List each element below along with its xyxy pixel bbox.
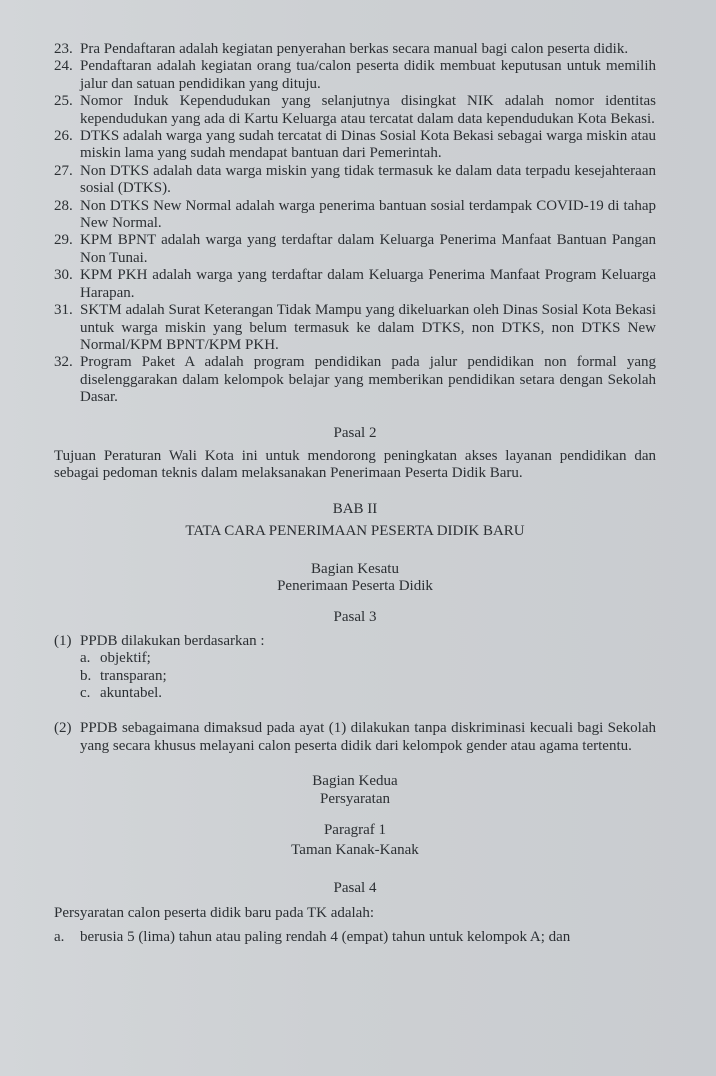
item-text: berusia 5 (lima) tahun atau paling rendah 4 (empat) tahun untuk kelompok A; dan [80, 928, 571, 945]
spacer [54, 755, 656, 773]
definition-item-29 [54, 232, 656, 267]
definition-number: 31. [54, 302, 73, 319]
paragraf-1-title: Taman Kanak-Kanak [291, 842, 419, 859]
definition-number: 23. [54, 41, 73, 57]
document-content [54, 41, 656, 946]
paragraf-1-heading: Paragraf 1 [323, 822, 387, 839]
bab-2-heading: BAB II [332, 500, 378, 517]
spacer [54, 860, 656, 880]
definition-item-32 [54, 354, 656, 406]
ayat-text: PPDB sebagaimana dimaksud pada ayat (1) dilakukan tanpa diskriminasi kecuali bagi Sekolah yang secara khusus melayani calon peserta didik dari kelompok gender atau agama tertentu. [80, 720, 656, 754]
definition-text: SKTM adalah Surat Keterangan Tidak Mampu yang dikeluarkan oleh Dinas Sosial Kota Bekasi untuk warga miskin yang belum termasuk ke dalam DTKS, non DTKS, non DTKS New Normal/KPM BPNT/KPM PKH. [80, 302, 656, 353]
spacer [54, 595, 656, 609]
definition-text: Nomor Induk Kependudukan yang selanjutnya disingkat NIK adalah nomor identitas kependudukan yang ada di Kartu Keluarga atau tercatat dalam data kependudukan Kota Bekasi. [80, 93, 656, 127]
spacer [54, 897, 656, 905]
ayat-text: PPDB dilakukan berdasarkan : [80, 632, 265, 649]
bagian-kesatu-heading: Bagian Kesatu [311, 560, 399, 577]
definition-list [54, 41, 656, 407]
pasal-3-ayat-2 [54, 720, 656, 755]
item-letter: a. [80, 650, 91, 667]
item-letter: a. [54, 928, 65, 945]
item-letter: b. [80, 667, 92, 684]
spacer [54, 702, 656, 720]
spacer [54, 407, 656, 425]
definition-item-26 [54, 128, 656, 163]
bagian-kedua-title: Persyaratan [320, 790, 390, 807]
pasal-3-heading: Pasal 3 [333, 609, 377, 626]
pasal-4-heading: Pasal 4 [333, 879, 377, 896]
pasal-2-text: Tujuan Peraturan Wali Kota ini untuk mendorong peningkatan akses layanan pendidikan dan sebagai pedoman teknis dalam melaksanakan Penerimaan Peserta Didik Baru. [54, 447, 656, 482]
ayat-number: (1) [54, 632, 72, 649]
definition-item-31 [54, 302, 656, 354]
definition-number: 24. [54, 58, 73, 75]
definition-item-23 [54, 41, 656, 58]
definition-text: Non DTKS New Normal adalah warga penerima bantuan sosial terdampak COVID-19 di tahap New Normal. [80, 197, 656, 232]
bagian-kesatu-title: Penerimaan Peserta Didik [277, 577, 433, 594]
definition-text: KPM PKH adalah warga yang terdaftar dalam Keluarga Penerima Manfaat Program Keluarga Harapan. [80, 267, 656, 301]
spacer [54, 483, 656, 501]
definition-text: Pendaftaran adalah kegiatan orang tua/calon peserta didik membuat keputusan untuk memilih jalur dan satuan pendidikan yang dituju. [80, 58, 656, 92]
pasal-2-heading: Pasal 2 [333, 424, 377, 441]
definition-text: Non DTKS adalah data warga miskin yang tidak termasuk ke dalam data terpadu kesejahteraan sosial (DTKS). [80, 162, 656, 197]
definition-item-27 [54, 163, 656, 198]
ayat-1-item-b [54, 668, 656, 685]
pasal-3-ayat-1 [54, 633, 656, 650]
ayat-1-item-a [54, 650, 656, 667]
definition-number: 32. [54, 354, 73, 371]
pasal-4-item-a [54, 929, 656, 946]
definition-number: 29. [54, 232, 73, 249]
item-text: transparan; [100, 667, 167, 684]
definition-number: 25. [54, 93, 73, 110]
item-text: akuntabel. [100, 685, 163, 701]
definition-text: Pra Pendaftaran adalah kegiatan penyerahan berkas secara manual bagi calon peserta didik. [80, 41, 629, 57]
bab-2-title: TATA CARA PENERIMAAN PESERTA DIDIK BARU [185, 523, 525, 540]
definition-number: 30. [54, 267, 73, 284]
spacer [54, 541, 656, 561]
definition-item-24 [54, 58, 656, 93]
definition-number: 27. [54, 162, 73, 179]
spacer [54, 808, 656, 822]
ayat-1-item-c [54, 685, 656, 702]
definition-text: KPM BPNT adalah warga yang terdaftar dalam Keluarga Penerima Manfaat Bantuan Pangan Non Tunai. [80, 232, 656, 266]
item-text: objektif; [100, 650, 151, 667]
definition-text: Program Paket A adalah program pendidikan pada jalur pendidikan non formal yang diselenggarakan dalam kelompok belajar yang memberikan pendidikan setara dengan Sekolah Dasar. [80, 354, 656, 406]
definition-text: DTKS adalah warga yang sudah tercatat di Dinas Sosial Kota Bekasi sebagai warga miskin atau miskin lama yang sudah mendapat bantuan dari Pemerintah. [80, 128, 656, 162]
definition-item-30 [54, 267, 656, 302]
definition-item-25 [54, 93, 656, 128]
definition-item-28 [54, 198, 656, 233]
bagian-kedua-heading: Bagian Kedua [312, 773, 398, 790]
definition-number: 26. [54, 128, 73, 145]
pasal-4-intro: Persyaratan calon peserta didik baru pada TK adalah: [54, 905, 375, 922]
ayat-number: (2) [54, 720, 72, 737]
item-letter: c. [80, 685, 91, 701]
definition-number: 28. [54, 197, 73, 214]
